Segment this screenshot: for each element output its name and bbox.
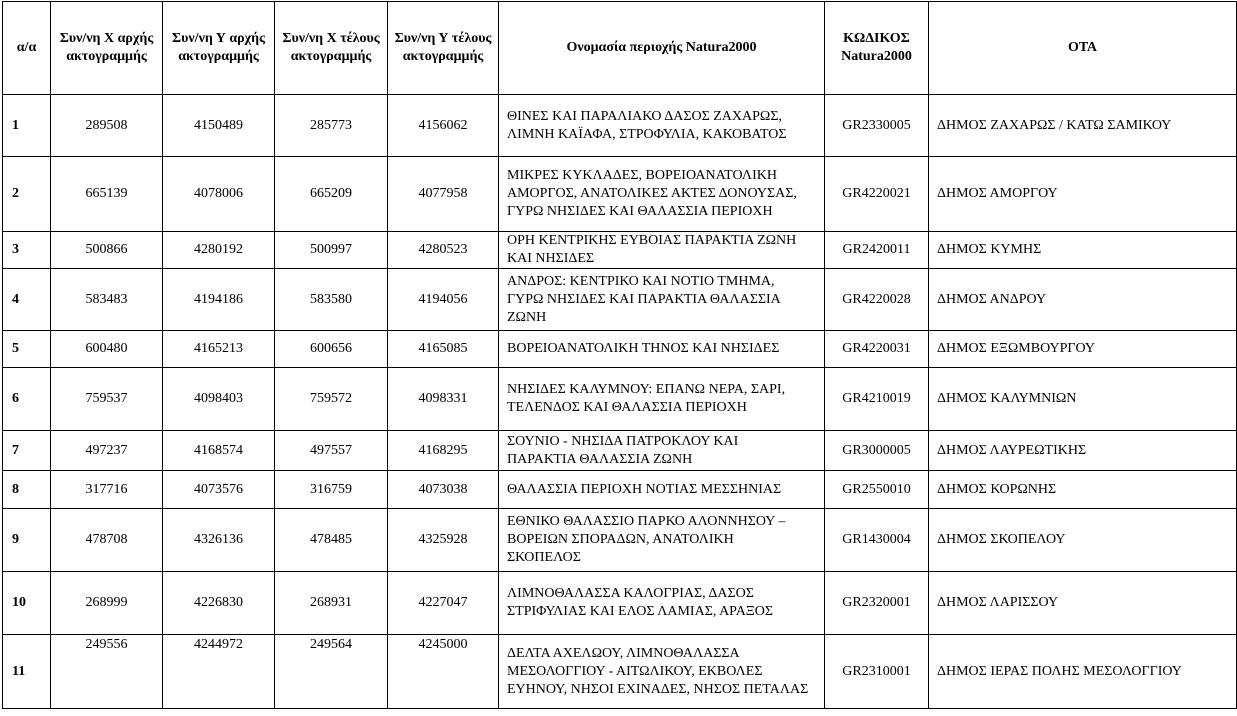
row-code: GR2550010 — [825, 471, 929, 509]
row-aa: 5 — [3, 331, 51, 368]
row-y-start: 4150489 — [163, 95, 275, 157]
row-area-name: ΘΑΛΑΣΣΙΑ ΠΕΡΙΟΧΗ ΝΟΤΙΑΣ ΜΕΣΣΗΝΙΑΣ — [499, 471, 825, 509]
table-row — [3, 471, 1237, 509]
row-x-end: 497557 — [275, 431, 388, 471]
row-ota: ΔΗΜΟΣ ΣΚΟΠΕΛΟΥ — [929, 509, 1237, 572]
row-y-start: 4226830 — [163, 572, 275, 635]
row-area-name: ΣΟΥΝΙΟ - ΝΗΣΙΔΑ ΠΑΤΡΟΚΛΟΥ ΚΑΙ ΠΑΡΑΚΤΙΑ ΘΑΛΑΣΣΙΑ ΖΩΝΗ — [499, 431, 825, 471]
row-x-start: 500866 — [51, 232, 163, 269]
row-y-start: 4098403 — [163, 368, 275, 431]
row-y-start: 4078006 — [163, 157, 275, 232]
row-area-name: ΕΘΝΙΚΟ ΘΑΛΑΣΣΙΟ ΠΑΡΚΟ ΑΛΟΝΝΗΣΟΥ – ΒΟΡΕΙΩΝ ΣΠΟΡΑΔΩΝ, ΑΝΑΤΟΛΙΚΗ ΣΚΟΠΕΛΟΣ — [499, 509, 825, 572]
row-y-end: 4227047 — [388, 572, 499, 635]
row-aa: 10 — [3, 572, 51, 635]
table-row — [3, 95, 1237, 157]
table-row — [3, 269, 1237, 331]
row-x-start: 600480 — [51, 331, 163, 368]
row-y-end: 4168295 — [388, 431, 499, 471]
row-aa: 9 — [3, 509, 51, 572]
row-ota: ΔΗΜΟΣ ΚΑΛΥΜΝΙΩΝ — [929, 368, 1237, 431]
row-code: GR1430004 — [825, 509, 929, 572]
header-y-end: Συν/νη Υ τέλους ακτογραμμής — [388, 2, 499, 95]
row-x-end: 759572 — [275, 368, 388, 431]
row-aa: 1 — [3, 95, 51, 157]
row-area-name: ΜΙΚΡΕΣ ΚΥΚΛΑΔΕΣ, ΒΟΡΕΙΟΑΝΑΤΟΛΙΚΗ ΑΜΟΡΓΟΣ, ΑΝΑΤΟΛΙΚΕΣ ΑΚΤΕΣ ΔΟΝΟΥΣΑΣ, ΓΥΡΩ ΝΗΣΙΔΕΣ ΚΑΙ ΘΑΛΑΣΣΙΑ ΠΕΡΙΟΧΗ — [499, 157, 825, 232]
row-code: GR2420011 — [825, 232, 929, 269]
row-area-name: ΔΕΛΤΑ ΑΧΕΛΩΟΥ, ΛΙΜΝΟΘΑΛΑΣΣΑ ΜΕΣΟΛΟΓΓΙΟΥ - ΑΙΤΩΛΙΚΟΥ, ΕΚΒΟΛΕΣ ΕΥΗΝΟΥ, ΝΗΣΟΙ ΕΧΙΝΑΔΕΣ, ΝΗΣΟΣ ΠΕΤΑΛΑΣ — [499, 635, 825, 709]
table-row — [3, 232, 1237, 269]
header-area-name: Ονομασία περιοχής Natura2000 — [499, 2, 825, 95]
row-ota: ΔΗΜΟΣ ΙΕΡΑΣ ΠΟΛΗΣ ΜΕΣΟΛΟΓΓΙΟΥ — [929, 635, 1237, 709]
row-x-start: 317716 — [51, 471, 163, 509]
row-aa: 6 — [3, 368, 51, 431]
row-y-start: 4194186 — [163, 269, 275, 331]
row-y-end: 4156062 — [388, 95, 499, 157]
row-y-end: 4280523 — [388, 232, 499, 269]
header-aa: α/α — [3, 2, 51, 95]
header-ota: ΟΤΑ — [929, 2, 1237, 95]
row-code: GR4220031 — [825, 331, 929, 368]
row-ota: ΔΗΜΟΣ ΛΑΥΡΕΩΤΙΚΗΣ — [929, 431, 1237, 471]
row-area-name: ΟΡΗ ΚΕΝΤΡΙΚΗΣ ΕΥΒΟΙΑΣ ΠΑΡΑΚΤΙΑ ΖΩΝΗ ΚΑΙ ΝΗΣΙΔΕΣ — [499, 232, 825, 269]
table-row — [3, 157, 1237, 232]
row-y-start: 4326136 — [163, 509, 275, 572]
row-y-start: 4244972 — [163, 635, 275, 709]
row-ota: ΔΗΜΟΣ ΛΑΡΙΣΣΟΥ — [929, 572, 1237, 635]
table-row — [3, 572, 1237, 635]
row-aa: 8 — [3, 471, 51, 509]
row-y-end: 4098331 — [388, 368, 499, 431]
table-row — [3, 368, 1237, 431]
row-y-start: 4165213 — [163, 331, 275, 368]
row-x-end: 268931 — [275, 572, 388, 635]
table-row — [3, 431, 1237, 471]
row-ota: ΔΗΜΟΣ ΑΝΔΡΟΥ — [929, 269, 1237, 331]
row-x-end: 316759 — [275, 471, 388, 509]
row-x-end: 600656 — [275, 331, 388, 368]
row-y-end: 4325928 — [388, 509, 499, 572]
row-area-name: ΒΟΡΕΙΟΑΝΑΤΟΛΙΚΗ ΤΗΝΟΣ ΚΑΙ ΝΗΣΙΔΕΣ — [499, 331, 825, 368]
table-row — [3, 635, 1237, 709]
row-ota: ΔΗΜΟΣ ΖΑΧΑΡΩΣ / ΚΑΤΩ ΣΑΜΙΚΟΥ — [929, 95, 1237, 157]
header-code: ΚΩΔΙΚΟΣ Natura2000 — [825, 2, 929, 95]
row-aa: 7 — [3, 431, 51, 471]
header-x-start: Συν/νη Χ αρχής ακτογραμμής — [51, 2, 163, 95]
row-area-name: ΝΗΣΙΔΕΣ ΚΑΛΥΜΝΟΥ: ΕΠΑΝΩ ΝΕΡΑ, ΣΑΡΙ, ΤΕΛΕΝΔΟΣ ΚΑΙ ΘΑΛΑΣΣΙΑ ΠΕΡΙΟΧΗ — [499, 368, 825, 431]
table-row — [3, 509, 1237, 572]
row-y-end: 4165085 — [388, 331, 499, 368]
row-aa: 2 — [3, 157, 51, 232]
row-code: GR2310001 — [825, 635, 929, 709]
row-code: GR4210019 — [825, 368, 929, 431]
row-x-start: 289508 — [51, 95, 163, 157]
row-area-name: ΘΙΝΕΣ ΚΑΙ ΠΑΡΑΛΙΑΚΟ ΔΑΣΟΣ ΖΑΧΑΡΩΣ, ΛΙΜΝΗ ΚΑΪΑΦΑ, ΣΤΡΟΦΥΛΙΑ, ΚΑΚΟΒΑΤΟΣ — [499, 95, 825, 157]
row-code: GR2330005 — [825, 95, 929, 157]
row-x-end: 249564 — [275, 635, 388, 709]
row-area-name: ΑΝΔΡΟΣ: ΚΕΝΤΡΙΚΟ ΚΑΙ ΝΟΤΙΟ ΤΜΗΜΑ, ΓΥΡΩ ΝΗΣΙΔΕΣ ΚΑΙ ΠΑΡΑΚΤΙΑ ΘΑΛΑΣΣΙΑ ΖΩΝΗ — [499, 269, 825, 331]
row-ota: ΔΗΜΟΣ ΑΜΟΡΓΟΥ — [929, 157, 1237, 232]
row-ota: ΔΗΜΟΣ ΚΟΡΩΝΗΣ — [929, 471, 1237, 509]
row-x-start: 249556 — [51, 635, 163, 709]
table-row — [3, 331, 1237, 368]
row-x-start: 665139 — [51, 157, 163, 232]
row-x-end: 583580 — [275, 269, 388, 331]
row-aa: 11 — [3, 635, 51, 709]
table-header-row — [3, 2, 1237, 95]
row-code: GR3000005 — [825, 431, 929, 471]
header-x-end: Συν/νη Χ τέλους ακτογραμμής — [275, 2, 388, 95]
row-area-name: ΛΙΜΝΟΘΑΛΑΣΣΑ ΚΑΛΟΓΡΙΑΣ, ΔΑΣΟΣ ΣΤΡΙΦΥΛΙΑΣ ΚΑΙ ΕΛΟΣ ΛΑΜΙΑΣ, ΑΡΑΞΟΣ — [499, 572, 825, 635]
row-ota: ΔΗΜΟΣ ΕΞΩΜΒΟΥΡΓΟΥ — [929, 331, 1237, 368]
row-code: GR4220028 — [825, 269, 929, 331]
row-x-end: 285773 — [275, 95, 388, 157]
row-code: GR4220021 — [825, 157, 929, 232]
row-y-end: 4077958 — [388, 157, 499, 232]
row-y-start: 4073576 — [163, 471, 275, 509]
row-y-end: 4194056 — [388, 269, 499, 331]
row-aa: 3 — [3, 232, 51, 269]
row-x-start: 583483 — [51, 269, 163, 331]
row-x-end: 500997 — [275, 232, 388, 269]
row-aa: 4 — [3, 269, 51, 331]
row-y-end: 4245000 — [388, 635, 499, 709]
row-x-start: 759537 — [51, 368, 163, 431]
row-x-start: 497237 — [51, 431, 163, 471]
row-x-start: 268999 — [51, 572, 163, 635]
row-x-end: 478485 — [275, 509, 388, 572]
row-y-start: 4168574 — [163, 431, 275, 471]
natura-coastline-table — [2, 1, 1237, 709]
row-x-end: 665209 — [275, 157, 388, 232]
row-y-end: 4073038 — [388, 471, 499, 509]
row-y-start: 4280192 — [163, 232, 275, 269]
header-y-start: Συν/νη Υ αρχής ακτογραμμής — [163, 2, 275, 95]
row-ota: ΔΗΜΟΣ ΚΥΜΗΣ — [929, 232, 1237, 269]
row-x-start: 478708 — [51, 509, 163, 572]
row-code: GR2320001 — [825, 572, 929, 635]
